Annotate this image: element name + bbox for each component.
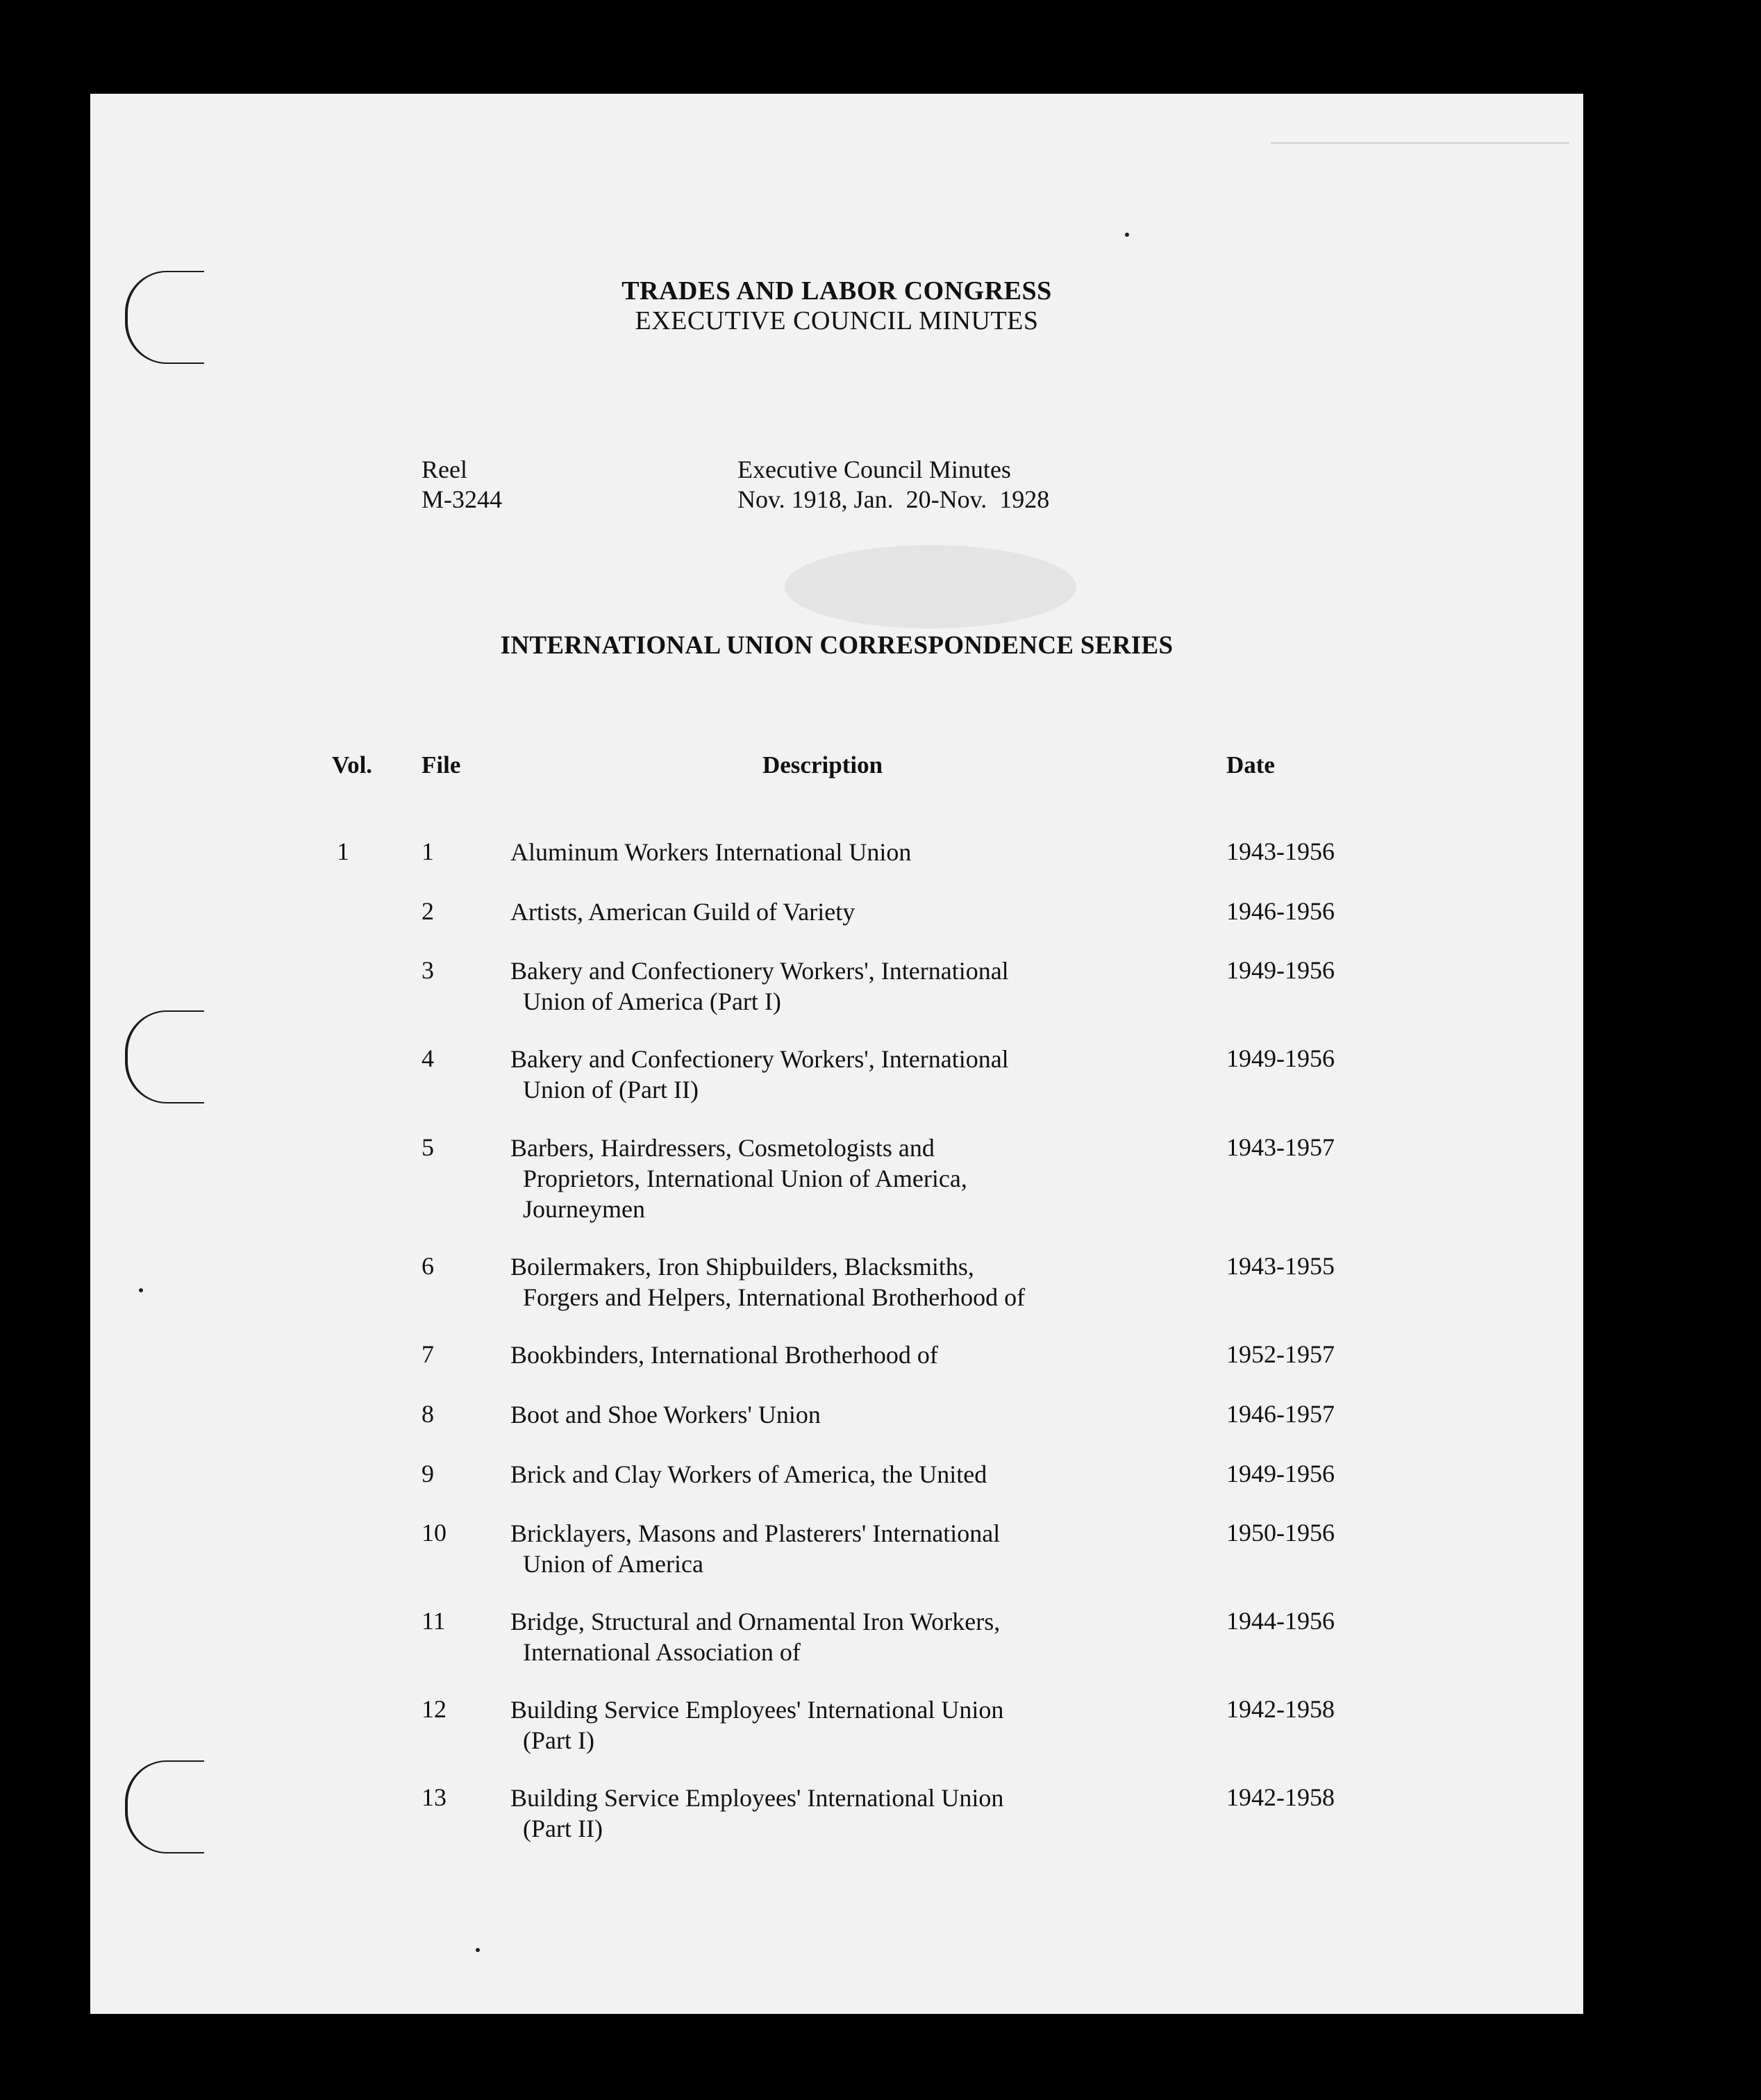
row-description: [510, 956, 1135, 1017]
description-line: Building Service Employees' International Union: [510, 1696, 1004, 1724]
description-line: Building Service Employees' International Union: [510, 1784, 1004, 1812]
row-file-number: 1: [422, 838, 434, 865]
column-header-date: Date: [1226, 751, 1275, 778]
reel-description: Executive Council Minutes: [737, 456, 1011, 483]
description-line: International Association of: [523, 1638, 801, 1666]
description-line: Bricklayers, Masons and Plasterers' International: [510, 1519, 1001, 1547]
row-file-number: 5: [422, 1133, 434, 1161]
row-description: [510, 1694, 1135, 1756]
row-file-number: 8: [422, 1400, 434, 1428]
description-line: Proprietors, International Union of America,: [523, 1165, 967, 1192]
row-file-number: 13: [422, 1783, 446, 1811]
description-line: Boot and Shoe Workers' Union: [510, 1401, 821, 1428]
series-title: INTERNATIONAL UNION CORRESPONDENCE SERIES: [500, 631, 1174, 660]
description-line: Bakery and Confectionery Workers', International: [510, 957, 1009, 985]
row-description: [510, 1518, 1135, 1579]
description-line: Union of America (Part I): [523, 988, 781, 1015]
row-date: 1943-1957: [1226, 1133, 1335, 1161]
document-subtitle: EXECUTIVE COUNCIL MINUTES: [635, 306, 1039, 335]
row-date: 1943-1955: [1226, 1252, 1335, 1280]
row-date: 1943-1956: [1226, 838, 1335, 865]
paper-smudge: [785, 545, 1076, 628]
row-file-number: 3: [422, 956, 434, 984]
reel-label: Reel: [422, 456, 467, 483]
row-description: [510, 1783, 1135, 1844]
row-date: 1950-1956: [1226, 1519, 1335, 1547]
description-line: Bookbinders, International Brotherhood of: [510, 1341, 938, 1369]
row-date: 1946-1956: [1226, 897, 1335, 925]
reel-number: M-3244: [422, 485, 502, 513]
row-file-number: 4: [422, 1044, 434, 1072]
description-line: Bridge, Structural and Ornamental Iron Workers,: [510, 1608, 1001, 1635]
description-line: Artists, American Guild of Variety: [510, 898, 856, 926]
row-file-number: 2: [422, 897, 434, 925]
row-description: [510, 1399, 1135, 1430]
description-line: (Part I): [523, 1726, 594, 1754]
row-description: [510, 1340, 1135, 1370]
row-date: 1952-1957: [1226, 1340, 1335, 1368]
description-line: Journeymen: [523, 1195, 645, 1223]
binder-hole-middle: [125, 1010, 204, 1103]
description-line: Boilermakers, Iron Shipbuilders, Blacksmiths,: [510, 1253, 974, 1281]
description-line: (Part II): [523, 1815, 603, 1842]
document-page: [90, 94, 1583, 2014]
row-file-number: 12: [422, 1695, 446, 1723]
ink-speck: [139, 1288, 143, 1292]
description-line: Barbers, Hairdressers, Cosmetologists and: [510, 1134, 935, 1162]
row-vol: 1: [337, 838, 349, 865]
row-file-number: 11: [422, 1607, 446, 1635]
column-header-file: File: [422, 751, 461, 778]
description-line: Union of America: [523, 1550, 703, 1578]
description-line: Aluminum Workers International Union: [510, 838, 912, 866]
column-header-description: Description: [762, 751, 883, 778]
page-edge-line: [1271, 142, 1569, 144]
row-date: 1942-1958: [1226, 1783, 1335, 1811]
document-title: TRADES AND LABOR CONGRESS: [621, 276, 1052, 306]
ink-speck: [476, 1948, 480, 1952]
row-description: [510, 1606, 1135, 1667]
description-line: Union of (Part II): [523, 1076, 699, 1103]
row-date: 1949-1956: [1226, 1044, 1335, 1072]
reel-dates: Nov. 1918, Jan. 20-Nov. 1928: [737, 485, 1050, 513]
row-description: [510, 1044, 1135, 1105]
description-line: Bakery and Confectionery Workers', International: [510, 1045, 1009, 1073]
row-date: 1944-1956: [1226, 1607, 1335, 1635]
ink-speck: [1125, 233, 1129, 237]
row-file-number: 7: [422, 1340, 434, 1368]
row-description: [510, 1459, 1135, 1490]
row-description: [510, 1251, 1135, 1312]
binder-hole-bottom: [125, 1760, 204, 1853]
row-date: 1946-1957: [1226, 1400, 1335, 1428]
row-file-number: 9: [422, 1460, 434, 1488]
row-description: [510, 897, 1135, 927]
row-file-number: 6: [422, 1252, 434, 1280]
row-date: 1942-1958: [1226, 1695, 1335, 1723]
row-description: [510, 1133, 1135, 1224]
description-line: Forgers and Helpers, International Brotherhood of: [523, 1283, 1026, 1311]
row-file-number: 10: [422, 1519, 446, 1547]
row-date: 1949-1956: [1226, 1460, 1335, 1488]
row-date: 1949-1956: [1226, 956, 1335, 984]
description-line: Brick and Clay Workers of America, the United: [510, 1460, 987, 1488]
column-header-vol: Vol.: [332, 751, 373, 778]
row-description: [510, 837, 1135, 867]
